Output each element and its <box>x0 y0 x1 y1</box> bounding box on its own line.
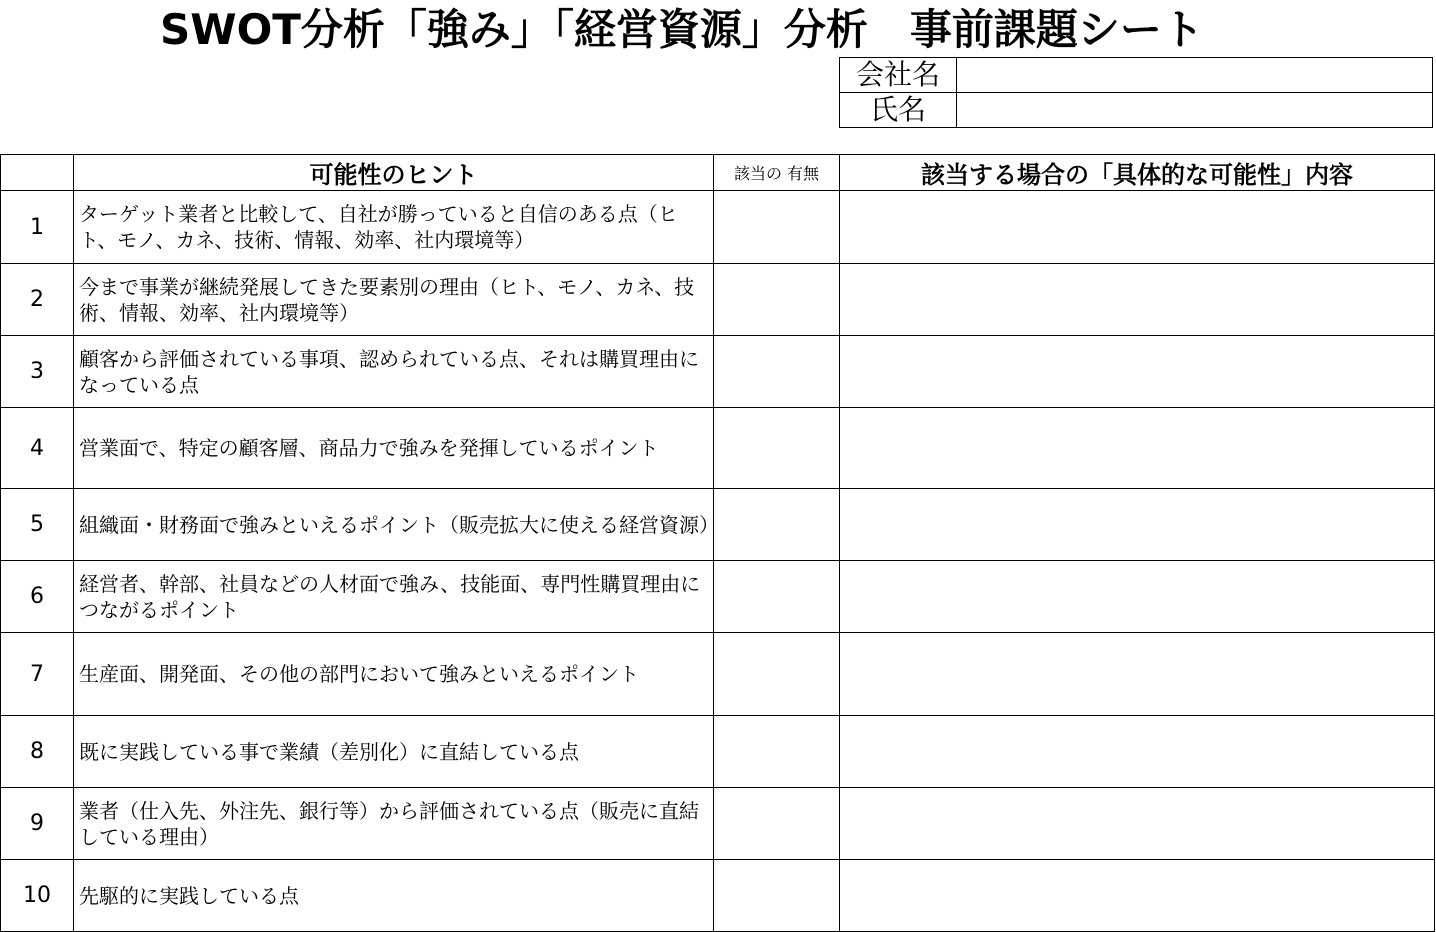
row-hint: 顧客から評価されている事項、認められている点、それは購買理由になっている点 <box>74 336 714 408</box>
row-number: 10 <box>1 860 74 932</box>
row-hint: 業者（仕入先、外注先、銀行等）から評価されている点（販売に直結している理由） <box>74 788 714 860</box>
row-applicable-cell[interactable] <box>714 264 840 336</box>
strengths-table <box>0 154 1435 932</box>
row-applicable-cell[interactable] <box>714 788 840 860</box>
company-field[interactable] <box>957 58 1433 93</box>
row-content-cell[interactable] <box>840 633 1435 716</box>
name-label: 氏名 <box>840 93 957 128</box>
row-number: 9 <box>1 788 74 860</box>
row-hint: 既に実践している事で業績（差別化）に直結している点 <box>74 716 714 788</box>
name-field[interactable] <box>957 93 1433 128</box>
table-row <box>1 191 1435 264</box>
table-row <box>1 408 1435 489</box>
company-label: 会社名 <box>840 58 957 93</box>
row-applicable-cell[interactable] <box>714 336 840 408</box>
row-content-cell[interactable] <box>840 561 1435 633</box>
row-content-cell[interactable] <box>840 336 1435 408</box>
row-applicable-cell[interactable] <box>714 860 840 932</box>
table-row <box>1 561 1435 633</box>
table-row <box>1 716 1435 788</box>
row-content-cell[interactable] <box>840 408 1435 489</box>
row-hint: 経営者、幹部、社員などの人材面で強み、技能面、専門性購買理由につながるポイント <box>74 561 714 633</box>
table-row <box>1 633 1435 716</box>
row-content-cell[interactable] <box>840 191 1435 264</box>
header-number <box>1 155 74 191</box>
name-row <box>840 93 1433 128</box>
row-content-cell[interactable] <box>840 788 1435 860</box>
row-content-cell[interactable] <box>840 860 1435 932</box>
row-number: 5 <box>1 489 74 561</box>
row-number: 2 <box>1 264 74 336</box>
header-applicable: 該当の 有無 <box>714 155 840 191</box>
row-applicable-cell[interactable] <box>714 408 840 489</box>
table-row <box>1 860 1435 932</box>
row-applicable-cell[interactable] <box>714 489 840 561</box>
row-hint: 先駆的に実践している点 <box>74 860 714 932</box>
row-applicable-cell[interactable] <box>714 561 840 633</box>
table-header-row <box>1 155 1435 191</box>
header-hint: 可能性のヒント <box>74 155 714 191</box>
page-title: SWOT分析「強み」「経営資源」分析 事前課題シート <box>160 5 1204 54</box>
company-info-table <box>839 57 1433 128</box>
company-row <box>840 58 1433 93</box>
row-number: 3 <box>1 336 74 408</box>
row-number: 7 <box>1 633 74 716</box>
row-number: 8 <box>1 716 74 788</box>
table-row <box>1 788 1435 860</box>
row-applicable-cell[interactable] <box>714 191 840 264</box>
row-content-cell[interactable] <box>840 489 1435 561</box>
row-number: 1 <box>1 191 74 264</box>
row-number: 6 <box>1 561 74 633</box>
row-applicable-cell[interactable] <box>714 633 840 716</box>
row-number: 4 <box>1 408 74 489</box>
row-hint: 組織面・財務面で強みといえるポイント（販売拡大に使える経営資源） <box>74 489 714 561</box>
row-hint: 営業面で、特定の顧客層、商品力で強みを発揮しているポイント <box>74 408 714 489</box>
header-content: 該当する場合の「具体的な可能性」内容 <box>840 155 1435 191</box>
row-hint: ターゲット業者と比較して、自社が勝っていると自信のある点（ヒト、モノ、カネ、技術、情報、効率、社内環境等） <box>74 191 714 264</box>
row-hint: 今まで事業が継続発展してきた要素別の理由（ヒト、モノ、カネ、技術、情報、効率、社内環境等） <box>74 264 714 336</box>
row-applicable-cell[interactable] <box>714 716 840 788</box>
row-content-cell[interactable] <box>840 264 1435 336</box>
table-row <box>1 336 1435 408</box>
row-content-cell[interactable] <box>840 716 1435 788</box>
table-row <box>1 489 1435 561</box>
table-row <box>1 264 1435 336</box>
row-hint: 生産面、開発面、その他の部門において強みといえるポイント <box>74 633 714 716</box>
